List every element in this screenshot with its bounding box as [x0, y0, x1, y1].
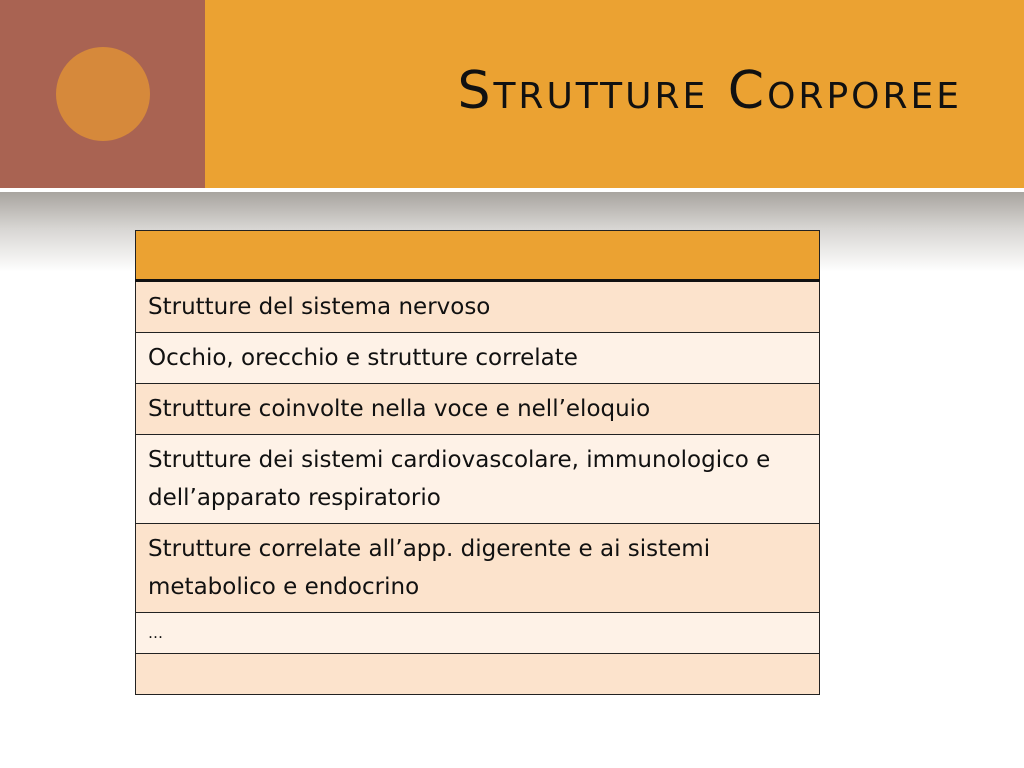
- table-cell: [136, 654, 820, 695]
- body-structures-table: [135, 230, 820, 695]
- table-cell: …: [136, 613, 820, 654]
- table-row: [136, 333, 820, 384]
- table-header-row: [136, 231, 820, 281]
- table-row: [136, 654, 820, 695]
- table-cell: Strutture coinvolte nella voce e nell’eloquio: [136, 384, 820, 435]
- table-row: [136, 613, 820, 654]
- accent-circle: [56, 47, 150, 141]
- table-header-cell: [136, 231, 820, 281]
- slide-title: Strutture Corporee: [457, 61, 962, 121]
- table-cell: Occhio, orecchio e strutture correlate: [136, 333, 820, 384]
- table-row: [136, 384, 820, 435]
- table-cell: Strutture correlate all’app. digerente e ai sistemi metabolico e endocrino: [136, 524, 820, 613]
- accent-block: [0, 0, 205, 188]
- table-row: [136, 281, 820, 333]
- table-row: [136, 435, 820, 524]
- table-row: [136, 524, 820, 613]
- table-cell: Strutture dei sistemi cardiovascolare, immunologico e dell’apparato respiratorio: [136, 435, 820, 524]
- table-cell: Strutture del sistema nervoso: [136, 281, 820, 333]
